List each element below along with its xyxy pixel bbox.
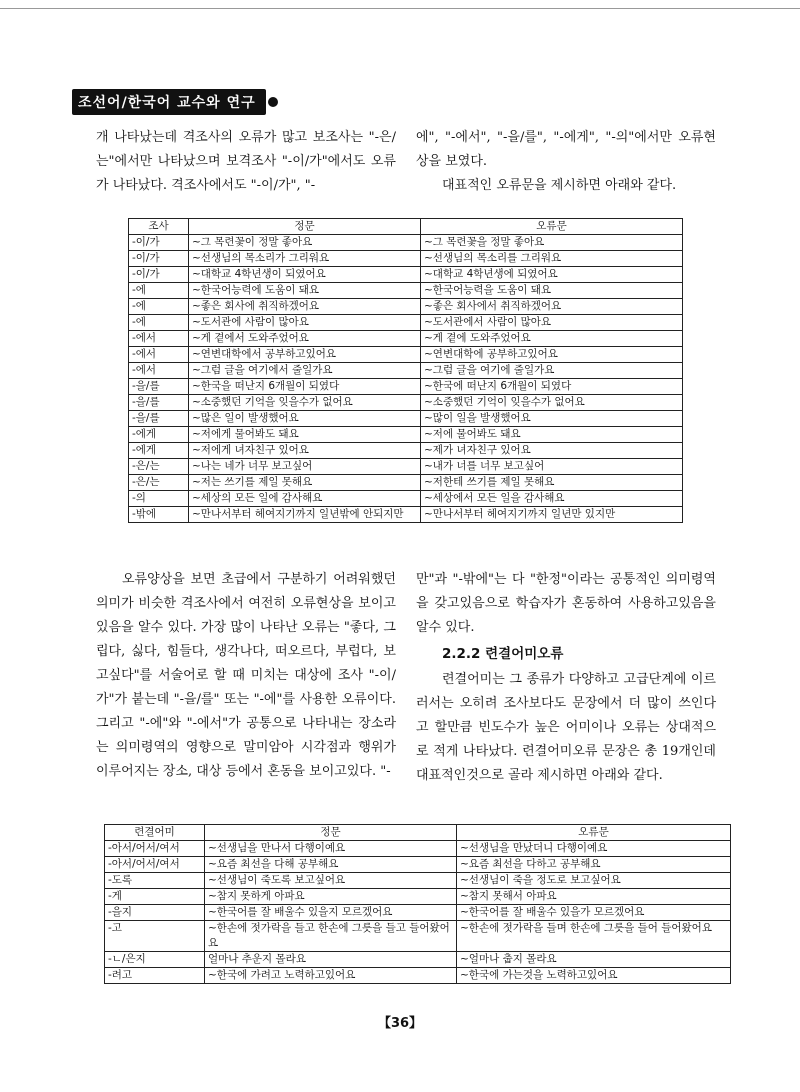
table-cell: ~만나서부터 헤여지기까지 일년밖에 안되지만 [189, 507, 421, 523]
mid-right-column [416, 568, 716, 788]
header-title: 조선어/한국어 교수와 연구 [72, 89, 266, 115]
table-cell: ~저에게 물어봐도 돼요 [189, 427, 421, 443]
table-cell: ~만나서부터 헤여지기까지 일년만 있지만 [421, 507, 683, 523]
mid-left-paragraph: 오류양상을 보면 초급에서 구분하기 어려워했던 의미가 비슷한 격조사에서 여전히 오류현상을 보이고있음을 알수 있다. 가장 많이 나타난 오류는 "좋다, 그립다, 싫다, 힘들다, 생각나다, 떠오르다, 부럽다, 보고싶다"를 서술어로 할 때 미치는 대상에 조사 "-이/가"가 붙는데 "-을/를" 또는 "-에"를 사용한 오류이다. 그리고 "-에"와 "-에서"가 공통으로 나타내는 장소라는 의미령역의 영향으로 말미암아 시각점과 행위가 이루어지는 장소, 대상 등에서 혼동을 보이고있다. "- [96, 572, 396, 779]
table-cell: ~선생님의 목소리를 그리워요 [421, 251, 683, 267]
table-cell: ~대학교 4학년생에 되였어요 [421, 267, 683, 283]
table-cell: ~제가 녀자친구 있어요 [421, 443, 683, 459]
table-cell: -에서 [129, 331, 189, 347]
table-cell: ~연변대학에 공부하고있어요 [421, 347, 683, 363]
table-row [105, 905, 731, 921]
section-heading: 2.2.2 련결어미오류 [442, 646, 564, 662]
table-cell: ~한손에 젓가락을 들고 한손에 그릇을 들고 들어왔어요 [205, 921, 457, 952]
table-cell: ~선생님이 죽을 정도로 보고싶어요 [457, 873, 731, 889]
table-cell: -은/는 [129, 475, 189, 491]
top-right-column [416, 126, 716, 198]
table-header-row [105, 825, 731, 841]
table-cell: -이/가 [129, 251, 189, 267]
column-header: 조사 [129, 219, 189, 235]
top-left-column [96, 126, 396, 198]
table-cell: ~많이 일을 발생했어요 [421, 411, 683, 427]
table-cell: -게 [105, 889, 205, 905]
table-row [129, 363, 683, 379]
table-cell: -이/가 [129, 235, 189, 251]
table-row [105, 921, 731, 952]
table-header-row [129, 219, 683, 235]
table-row [129, 475, 683, 491]
table-cell: -밖에 [129, 507, 189, 523]
table-cell: ~한국을 떠난지 6개월이 되였다 [189, 379, 421, 395]
table-cell: -이/가 [129, 267, 189, 283]
table-cell: ~저는 쓰기를 제일 못해요 [189, 475, 421, 491]
table-cell: -의 [129, 491, 189, 507]
table-cell: ~한손에 젓가락을 들며 한손에 그릇을 들어 들어왔어요 [457, 921, 731, 952]
page-number: 【36】 [377, 1016, 423, 1031]
table-cell: ~게 곁에서 도와주었어요 [189, 331, 421, 347]
connective-ending-error-table [104, 824, 731, 984]
table-row [129, 507, 683, 523]
table-cell: ~선생님을 만났더니 다행이예요 [457, 841, 731, 857]
table-cell: -아서/어서/여서 [105, 841, 205, 857]
table-cell: ~한국어를 잘 배울수 있을지 모르겠어요 [205, 905, 457, 921]
column-header: 오류문 [457, 825, 731, 841]
header-ornament [268, 97, 278, 107]
table-cell: ~세상에서 모든 일을 감사해요 [421, 491, 683, 507]
table-row [129, 299, 683, 315]
table-cell: -려고 [105, 968, 205, 984]
table-cell: ~참지 못해서 아파요 [457, 889, 731, 905]
table-cell: -아서/어서/여서 [105, 857, 205, 873]
table-row [105, 873, 731, 889]
table-cell: ~세상의 모든 일에 감사해요 [189, 491, 421, 507]
table-row [129, 347, 683, 363]
top-right-paragraph-2: 대표적인 오류문을 제시하면 아래와 같다. [442, 178, 677, 193]
table-cell: ~요즘 최선을 다하고 공부해요 [457, 857, 731, 873]
table-cell: ~그 목련꽃을 정말 좋아요 [421, 235, 683, 251]
table-cell: ~선생님이 죽도록 보고싶어요 [205, 873, 457, 889]
table-row [129, 315, 683, 331]
table-cell: ~선생님의 목소리가 그리워요 [189, 251, 421, 267]
table-cell: ~도서관에서 사람이 많아요 [421, 315, 683, 331]
table-row [129, 491, 683, 507]
mid-left-column [96, 568, 396, 784]
table-cell: ~대학교 4학년생이 되였어요 [189, 267, 421, 283]
table-row [105, 889, 731, 905]
table-cell: ~한국어능력을 도움이 돼요 [421, 283, 683, 299]
table-cell: ~한국에 떠난지 6개월이 되였다 [421, 379, 683, 395]
table-cell: -ㄴ/은지 [105, 952, 205, 968]
table-cell: -은/는 [129, 459, 189, 475]
table-cell: ~얼마나 춥지 몰라요 [457, 952, 731, 968]
table-cell: ~많은 일이 발생했어요 [189, 411, 421, 427]
table-row [129, 267, 683, 283]
table-cell: ~연변대학에서 공부하고있어요 [189, 347, 421, 363]
table-cell: -을/를 [129, 379, 189, 395]
table-cell: ~한국어능력에 도움이 돼요 [189, 283, 421, 299]
table-row [129, 411, 683, 427]
running-header [72, 89, 278, 115]
table-row [129, 251, 683, 267]
table-cell: -도록 [105, 873, 205, 889]
table-cell: ~소중했던 기억을 잊을수가 없어요 [189, 395, 421, 411]
top-right-paragraph-1: 에", "-에서", "-을/를", "-에게", "-의"에서만 오류현상을 보였다. [416, 130, 716, 169]
table-cell: ~한국에 가는것을 노력하고있어요 [457, 968, 731, 984]
table-row [105, 968, 731, 984]
table-row [105, 952, 731, 968]
table-cell: -에 [129, 315, 189, 331]
column-header: 정문 [205, 825, 457, 841]
table-cell: ~저한테 쓰기를 제일 못해요 [421, 475, 683, 491]
table-cell: -에서 [129, 363, 189, 379]
table-cell: ~좋은 회사에 취직하겠어요 [189, 299, 421, 315]
table-cell: -을/를 [129, 395, 189, 411]
column-header: 정문 [189, 219, 421, 235]
table-cell: ~한국어를 잘 배울수 있을가 모르겠어요 [457, 905, 731, 921]
table-row [129, 443, 683, 459]
table-cell: ~그럼 글을 여기에서 줄일가요 [189, 363, 421, 379]
table-cell: 얼마나 추운지 몰라요 [205, 952, 457, 968]
table-cell: ~나는 네가 너무 보고싶어 [189, 459, 421, 475]
table-cell: ~그럼 글을 여기에 줄일가요 [421, 363, 683, 379]
table-row [105, 841, 731, 857]
table-cell: ~선생님을 만나서 다행이예요 [205, 841, 457, 857]
top-rule [0, 8, 800, 9]
table-cell: ~소중했던 기억이 잊을수가 없어요 [421, 395, 683, 411]
table-row [129, 395, 683, 411]
table-cell: -을지 [105, 905, 205, 921]
table-row [129, 379, 683, 395]
table-cell: -고 [105, 921, 205, 952]
mid-right-paragraph-1: 만"과 "-밖에"는 다 "한정"이라는 공통적인 의미령역을 갖고있음으로 학습자가 혼동하여 사용하고있음을 알수 있다. [416, 572, 716, 635]
particle-error-table [128, 218, 683, 523]
table-cell: -을/를 [129, 411, 189, 427]
table-cell: ~요즘 최선을 다해 공부해요 [205, 857, 457, 873]
mid-right-paragraph-2: 련결어미는 그 종류가 다양하고 고급단계에 이르러서는 오히려 조사보다도 문장에서 더 많이 쓰인다고 할만큼 빈도수가 높은 어미이나 오류는 상대적으로 적게 나타났다. 련결어미오류 문장은 총 19개인데 대표적인것으로 골라 제시하면 아래와 같다. [416, 672, 716, 783]
table-row [129, 331, 683, 347]
table-cell: ~그 목련꽃이 정말 좋아요 [189, 235, 421, 251]
table-cell: ~한국에 가려고 노력하고있어요 [205, 968, 457, 984]
table-cell: ~도서관에 사람이 많아요 [189, 315, 421, 331]
table-cell: -에 [129, 299, 189, 315]
table-row [129, 459, 683, 475]
table-cell: -에서 [129, 347, 189, 363]
table-cell: ~저에게 녀자친구 있어요 [189, 443, 421, 459]
table-row [129, 427, 683, 443]
table-cell: ~내가 너를 너무 보고싶어 [421, 459, 683, 475]
table-cell: -에 [129, 283, 189, 299]
table-cell: ~참지 못하게 아파요 [205, 889, 457, 905]
table-cell: -에게 [129, 427, 189, 443]
top-left-paragraph: 개 나타났는데 격조사의 오류가 많고 보조사는 "-은/는"에서만 나타났으며 보격조사 "-이/가"에서도 오류가 나타났다. 격조사에서도 "-이/가", "- [96, 130, 396, 193]
table-cell: -에게 [129, 443, 189, 459]
table-row [129, 283, 683, 299]
table-cell: ~저에 물어봐도 돼요 [421, 427, 683, 443]
table-row [129, 235, 683, 251]
column-header: 오류문 [421, 219, 683, 235]
table-cell: ~좋은 회사에서 취직하겠어요 [421, 299, 683, 315]
table-cell: ~게 곁에 도와주었어요 [421, 331, 683, 347]
column-header: 련결어미 [105, 825, 205, 841]
table-row [105, 857, 731, 873]
